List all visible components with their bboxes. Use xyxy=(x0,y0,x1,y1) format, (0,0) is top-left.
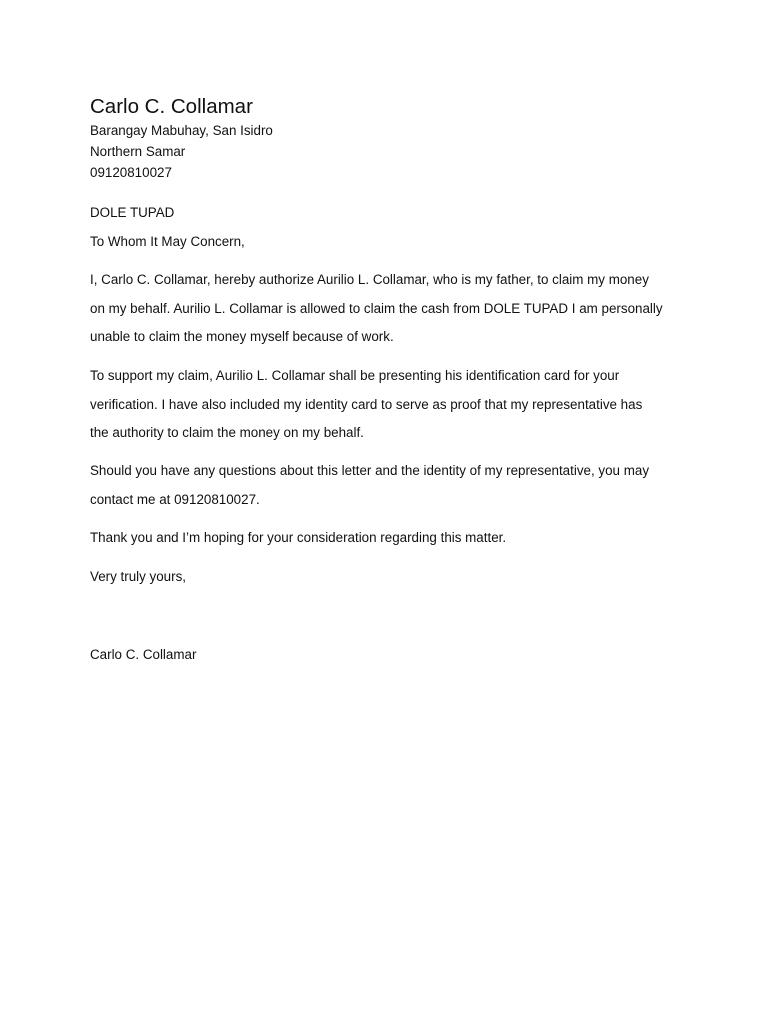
paragraph-line: the authority to claim the money on my behalf. xyxy=(90,425,364,440)
closing: Very truly yours, xyxy=(90,569,186,584)
paragraph-line: Should you have any questions about this letter and the identity of my representative, you may xyxy=(90,463,650,478)
body-paragraph-authorization xyxy=(90,266,690,352)
paragraph-line: I, Carlo C. Collamar, hereby authorize Aurilio L. Collamar, who is my father, to claim my money xyxy=(90,272,649,287)
paragraph-line: verification. I have also included my identity card to serve as proof that my representative has xyxy=(90,396,643,412)
paragraph-line: To support my claim, Aurilio L. Collamar shall be presenting his identification card for your xyxy=(90,368,620,383)
sender-name: Carlo C. Collamar xyxy=(90,95,253,118)
body-paragraph-thanks xyxy=(90,524,690,553)
sender-address-line1: Barangay Mabuhay, San Isidro xyxy=(90,123,273,138)
signature-name: Carlo C. Collamar xyxy=(90,647,197,662)
salutation: To Whom It May Concern, xyxy=(90,234,245,249)
paragraph-line: unable to claim the money myself because of work. xyxy=(90,329,394,344)
paragraph-line: on my behalf. Aurilio L. Collamar is allowed to claim the cash from DOLE TUPAD I am personally xyxy=(90,300,663,316)
paragraph-line: contact me at 09120810027. xyxy=(90,491,260,507)
body-paragraph-support xyxy=(90,362,690,448)
recipient: DOLE TUPAD xyxy=(90,205,175,220)
sender-address-line2: Northern Samar xyxy=(90,144,186,159)
body-paragraph-questions xyxy=(90,457,690,514)
sender-phone: 09120810027 xyxy=(90,165,172,180)
paragraph-line: Thank you and I’m hoping for your consideration regarding this matter. xyxy=(90,530,507,545)
